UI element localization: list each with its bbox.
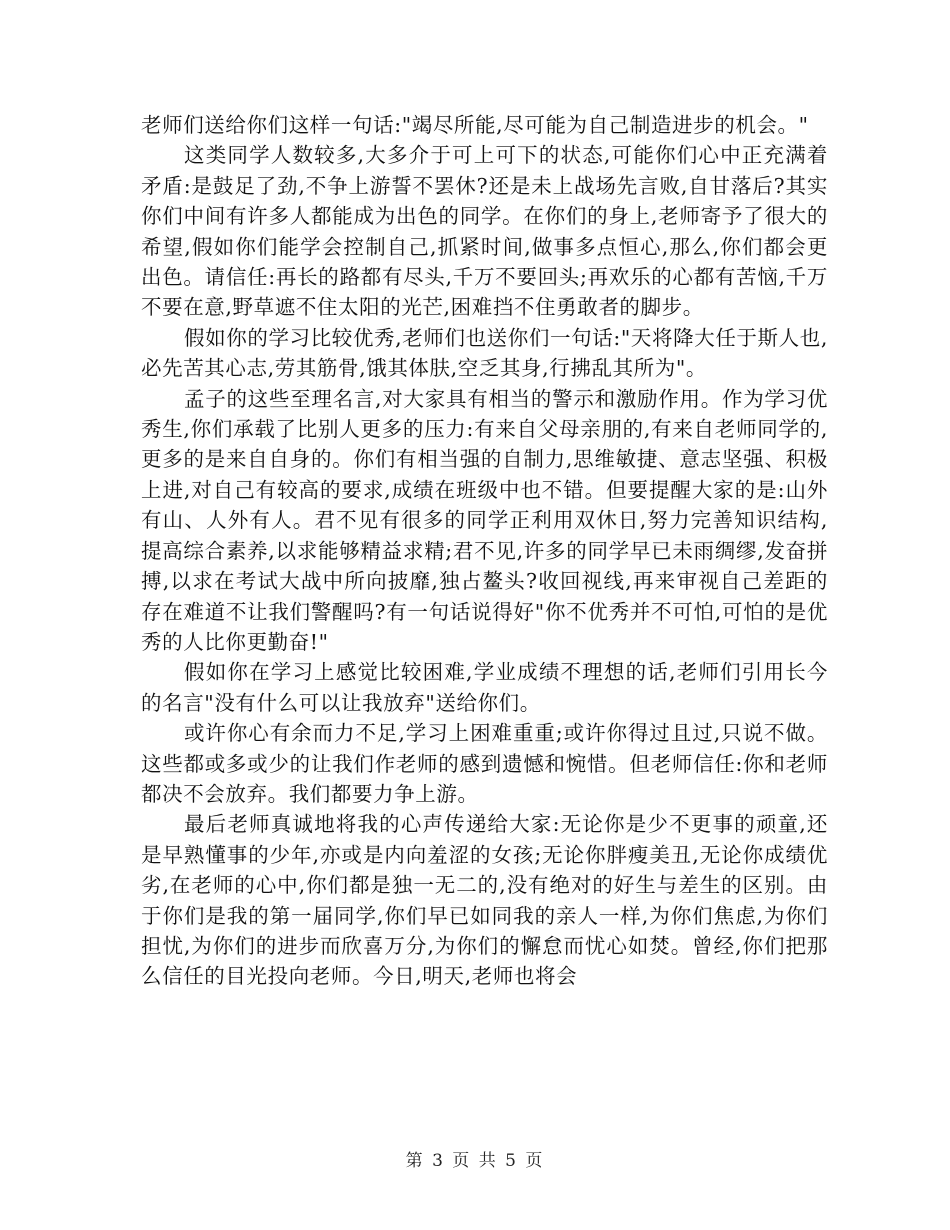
- paragraph: 最后老师真诚地将我的心声传递给大家:无论你是少不更事的顽童,还是早熟懂事的少年,亦或是内向羞涩的女孩;无论你胖瘦美丑,无论你成绩优劣,在老师的心中,你们都是独一无二的,没有绝对的好生与差生的区别。由于你们是我的第一届同学,你们早已如同我的亲人一样,为你们焦虑,为你们担忧,为你们的进步而欣喜万分,为你们的懈怠而忧心如焚。曾经,你们把那么信任的目光投向老师。今日,明天,老师也将会: [141, 812, 828, 989]
- paragraph: 孟子的这些至理名言,对大家具有相当的警示和激励作用。作为学习优秀生,你们承载了比别人更多的压力:有来自父母亲朋的,有来自老师同学的,更多的是来自自身的。你们有相当强的自制力,思维敏捷、意志坚强、积极上进,对自己有较高的要求,成绩在班级中也不错。但要提醒大家的是:山外有山、人外有人。君不见有很多的同学正利用双休日,努力完善知识结构,提高综合素养,以求能够精益求精;君不见,许多的同学早已未雨绸缪,发奋拼搏,以求在考试大战中所向披靡,独占鳌头?收回视线,再来审视自己差距的存在难道不让我们警醒吗?有一句话说得好"你不优秀并不可怕,可怕的是优秀的人比你更勤奋!": [141, 386, 828, 654]
- page-number-footer: 第 3 页 共 5 页: [405, 1151, 545, 1171]
- document-body: [141, 110, 828, 992]
- paragraph: 这类同学人数较多,大多介于可上可下的状态,可能你们心中正充满着矛盾:是鼓足了劲,不争上游誓不罢休?还是未上战场先言败,自甘落后?其实你们中间有许多人都能成为出色的同学。在你们的身上,老师寄予了很大的希望,假如你们能学会控制自己,抓紧时间,做事多点恒心,那么,你们都会更出色。请信任:再长的路都有尽头,千万不要回头;再欢乐的心都有苦恼,千万不要在意,野草遮不住太阳的光芒,困难挡不住勇敢者的脚步。: [141, 143, 828, 320]
- paragraph: 老师们送给你们这样一句话:"竭尽所能,尽可能为自己制造进步的机会。": [141, 113, 809, 137]
- paragraph: 假如你在学习上感觉比较困难,学业成绩不理想的话,老师们引用长今的名言"没有什么可以让我放弃"送给你们。: [141, 660, 828, 715]
- paragraph: 假如你的学习比较优秀,老师们也送你们一句话:"天将降大任于斯人也,必先苦其心志,劳其筋骨,饿其体肤,空乏其身,行拂乱其所为"。: [141, 325, 828, 381]
- paragraph: 或许你心有余而力不足,学习上困难重重;或许你得过且过,只说不做。这些都或多或少的让我们作老师的感到遗憾和惋惜。但老师信任:你和老师都决不会放弃。我们都要力争上游。: [141, 721, 828, 806]
